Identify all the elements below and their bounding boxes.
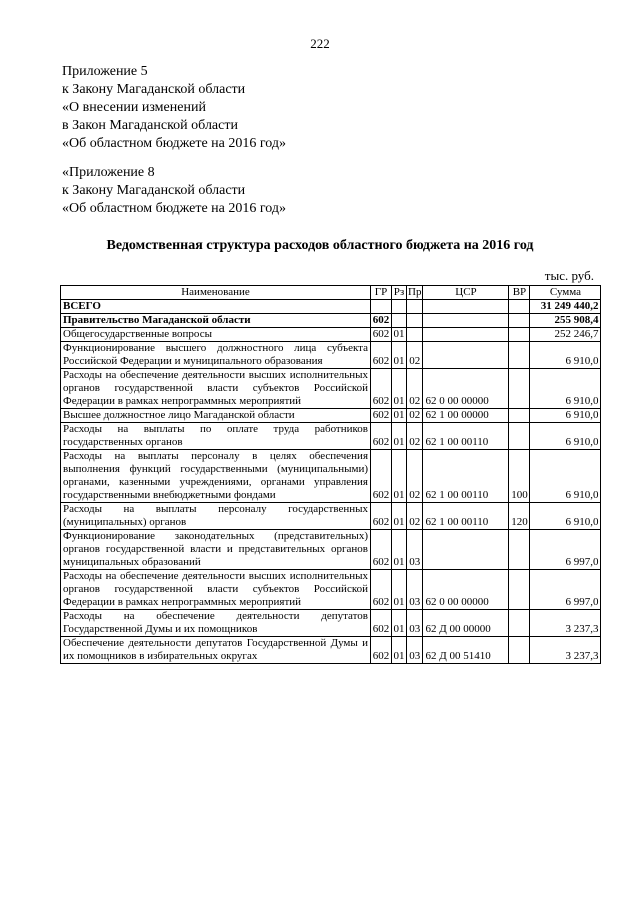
cell-csr: 62 0 00 00000: [423, 570, 509, 610]
cell-csr: [423, 342, 509, 369]
cell-name: Расходы на выплаты персоналу государственных (муниципальных) органов: [61, 503, 371, 530]
cell-sum: 255 908,4: [530, 314, 601, 328]
cell-sum: 6 910,0: [530, 503, 601, 530]
cell-rz: 01: [392, 503, 407, 530]
cell-pr: 03: [407, 610, 423, 637]
cell-rz: 01: [392, 570, 407, 610]
header-pr: Пр: [408, 286, 422, 298]
cell-vr: [509, 409, 530, 423]
cell-vr: [509, 530, 530, 570]
cell-sum: 6 910,0: [530, 423, 601, 450]
table-row: [61, 637, 601, 664]
cell-vr: [509, 314, 530, 328]
cell-csr: [423, 328, 509, 342]
table-header-row: [61, 286, 601, 300]
cell-name: Обеспечение деятельности депутатов Государственной Думы и их помощников в избирательных округах: [61, 637, 371, 664]
cell-name: Расходы на обеспечение деятельности высших исполнительных органов государственной власти субъектов Российской Федерации в рамках непрограммных мероприятий: [61, 369, 371, 409]
cell-vr: [509, 328, 530, 342]
table-row: [61, 530, 601, 570]
cell-vr: [509, 342, 530, 369]
cell-vr: [509, 300, 530, 314]
annex-line: «Об областном бюджете на 2016 год»: [62, 136, 286, 151]
cell-sum: 6 997,0: [530, 570, 601, 610]
cell-sum: 3 237,3: [530, 637, 601, 664]
cell-sum: 6 910,0: [530, 342, 601, 369]
cell-name: ВСЕГО: [61, 300, 371, 314]
cell-gr: 602: [371, 328, 392, 342]
annex-line: «Об областном бюджете на 2016 год»: [62, 201, 286, 216]
cell-sum: 6 910,0: [530, 369, 601, 409]
cell-name: Высшее должностное лицо Магаданской области: [61, 409, 371, 423]
cell-gr: 602: [371, 503, 392, 530]
cell-rz: [392, 314, 407, 328]
cell-gr: 602: [371, 423, 392, 450]
cell-vr: 100: [509, 450, 530, 503]
cell-csr: 62 1 00 00110: [423, 423, 509, 450]
cell-vr: [509, 570, 530, 610]
cell-rz: 01: [393, 328, 405, 340]
cell-csr: 62 1 00 00110: [423, 503, 509, 530]
cell-csr: [423, 300, 509, 314]
cell-vr: [509, 369, 530, 409]
budget-table: [60, 285, 601, 664]
cell-csr: [423, 530, 509, 570]
cell-pr: 03: [407, 530, 423, 570]
cell-csr: 62 1 00 00000: [423, 409, 509, 423]
table-row: [61, 610, 601, 637]
cell-pr: [407, 328, 423, 342]
cell-sum: 6 997,0: [530, 530, 601, 570]
cell-gr: 602: [371, 530, 392, 570]
cell-pr: 02: [407, 503, 423, 530]
cell-vr: [509, 637, 530, 664]
cell-vr: [509, 610, 530, 637]
cell-name: Правительство Магаданской области: [61, 314, 371, 328]
annex-line: к Закону Магаданской области: [62, 183, 246, 198]
cell-name: Расходы на обеспечение деятельности высших исполнительных органов государственной власти субъектов Российской Федерации в рамках непрограммных мероприятий: [61, 570, 371, 610]
cell-sum: 6 910,0: [530, 409, 601, 423]
cell-gr: 602: [371, 610, 392, 637]
unit-label: тыс. руб.: [544, 268, 594, 283]
table-row: [61, 450, 601, 503]
cell-sum: 3 237,3: [530, 610, 601, 637]
table-row: [61, 503, 601, 530]
cell-csr: 62 Д 00 00000: [423, 610, 509, 637]
cell-name: Общегосударственные вопросы: [61, 328, 371, 342]
cell-gr: [371, 300, 392, 314]
annex-original-header: [62, 164, 286, 218]
cell-rz: 01: [392, 423, 407, 450]
header-sum: Сумма: [530, 286, 601, 300]
cell-gr: 602: [371, 342, 392, 369]
header-vr: ВР: [509, 286, 530, 300]
table-row: [61, 369, 601, 409]
cell-sum: 252 246,7: [530, 328, 601, 342]
cell-pr: [407, 300, 423, 314]
cell-pr: 02: [407, 450, 423, 503]
cell-pr: 02: [407, 409, 423, 423]
table-row: [61, 328, 601, 342]
table-row: [61, 409, 601, 423]
cell-rz: 01: [392, 369, 407, 409]
cell-rz: 01: [392, 610, 407, 637]
cell-csr: [423, 314, 509, 328]
annex-line: в Закон Магаданской области: [62, 118, 238, 133]
cell-rz: 01: [392, 450, 407, 503]
cell-rz: [392, 300, 407, 314]
cell-sum: 6 910,0: [530, 450, 601, 503]
cell-gr: 602: [371, 450, 392, 503]
table-row: [61, 570, 601, 610]
cell-name: Расходы на обеспечение деятельности депутатов Государственной Думы и их помощников: [61, 610, 371, 637]
annex-line: к Закону Магаданской области: [62, 82, 246, 97]
cell-rz: 01: [392, 530, 407, 570]
cell-gr: 602: [371, 570, 392, 610]
table-row: [61, 300, 601, 314]
cell-name: Функционирование законодательных (представительных) органов государственной власти и представительных органов муниципальных образований: [61, 530, 371, 570]
table-row: [61, 423, 601, 450]
cell-vr: [509, 423, 530, 450]
cell-csr: 62 1 00 00110: [423, 450, 509, 503]
cell-pr: 02: [407, 423, 423, 450]
cell-pr: 03: [407, 637, 423, 664]
annex-line: «Приложение 8: [62, 165, 155, 180]
cell-gr: 602: [371, 314, 392, 328]
table-body: [61, 300, 601, 664]
header-rz: Рз: [392, 286, 407, 300]
table-row: [61, 342, 601, 369]
cell-csr: 62 Д 00 51410: [423, 637, 509, 664]
cell-csr: 62 0 00 00000: [423, 369, 509, 409]
header-name: Наименование: [61, 286, 371, 300]
cell-rz: 01: [392, 342, 407, 369]
cell-pr: [407, 314, 423, 328]
page-number: 222: [310, 36, 330, 51]
cell-pr: 03: [407, 570, 423, 610]
cell-sum: 31 249 440,2: [530, 300, 601, 314]
cell-name: Расходы на выплаты персоналу в целях обеспечения выполнения функций государственными (муниципальными) органами, казенными учреждениями, органами управления государственными внебюджетными фондами: [61, 450, 371, 503]
cell-name: Расходы на выплаты по оплате труда работников государственных органов: [61, 423, 371, 450]
header-csr: ЦСР: [423, 286, 509, 300]
annex-line: Приложение 5: [62, 64, 148, 79]
cell-gr: 602: [371, 409, 392, 423]
annex-current-header: [62, 63, 286, 153]
cell-pr: 02: [407, 342, 423, 369]
cell-gr: 602: [371, 369, 392, 409]
cell-rz: 01: [393, 409, 405, 421]
cell-name: Функционирование высшего должностного лица субъекта Российской Федерации и муниципального образования: [61, 342, 371, 369]
annex-line: «О внесении изменений: [62, 100, 206, 115]
cell-pr: 02: [407, 369, 423, 409]
table-row: [61, 314, 601, 328]
header-gr: ГР: [371, 286, 392, 300]
document-title: Ведомственная структура расходов областного бюджета на 2016 год: [106, 238, 534, 253]
cell-vr: 120: [509, 503, 530, 530]
cell-rz: 01: [392, 637, 407, 664]
cell-gr: 602: [371, 637, 392, 664]
